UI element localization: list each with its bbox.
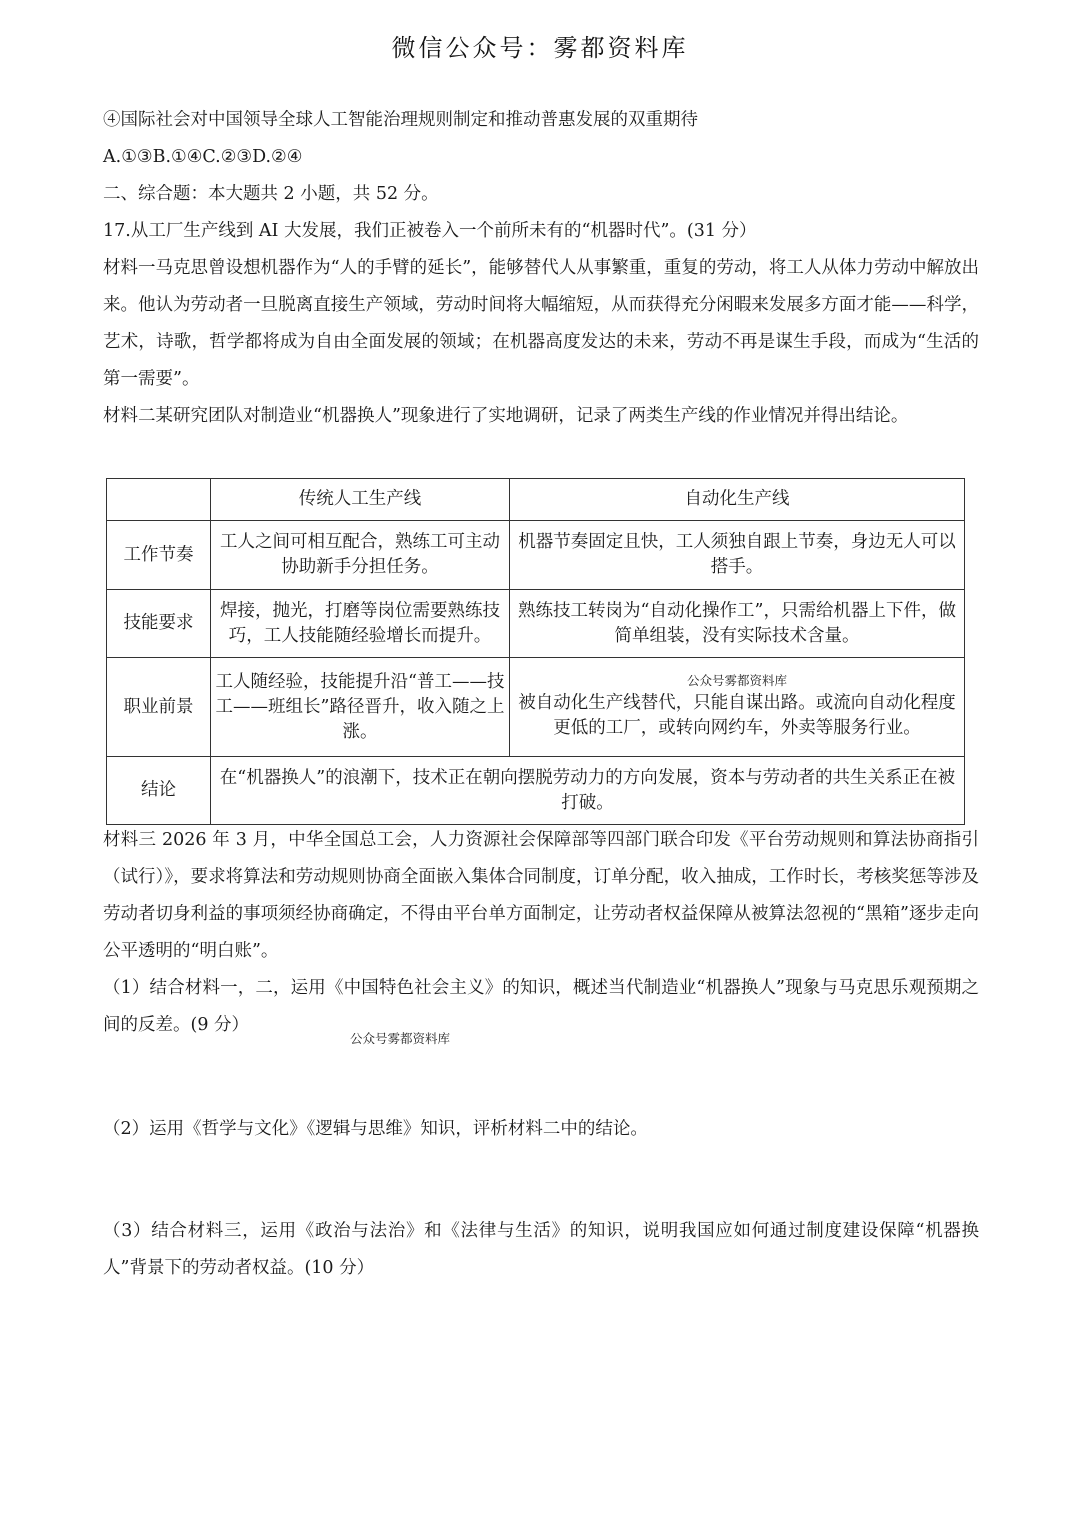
table-cell-automated bbox=[510, 658, 965, 757]
table-header-traditional: 传统人工生产线 bbox=[211, 479, 510, 521]
table-row bbox=[107, 658, 965, 757]
table-conclusion-row bbox=[107, 757, 965, 825]
table-header-automated: 自动化生产线 bbox=[510, 479, 965, 521]
table-header-row bbox=[107, 479, 965, 521]
inline-watermark: 公众号雾都资料库 bbox=[350, 1031, 451, 1046]
section-heading: 二、综合题：本大题共 2 小题，共 52 分。 bbox=[103, 184, 439, 204]
subquestion-3: （3）结合材料三，运用《政治与法治》和《法律与生活》的知识，说明我国应如何通过制度建设保障“机器换人”背景下的劳动者权益。(10 分） bbox=[103, 1221, 979, 1278]
material1-paragraph: 材料一马克思曾设想机器作为“人的手臂的延长”，能够替代人从事繁重，重复的劳动，将工人从体力劳动中解放出来。他认为劳动者一旦脱离直接生产领域，劳动时间将大幅缩短，从而获得充分闲暇来发展多方面才能——科学，艺术，诗歌，哲学都将成为自由全面发展的领域；在机器高度发达的未来，劳动不再是谋生手段，而成为“生活的第一需要”。 bbox=[103, 258, 979, 389]
table-row-label: 工作节奏 bbox=[107, 521, 211, 590]
material2-paragraph: 材料二某研究团队对制造业“机器换人”现象进行了实地调研，记录了两类生产线的作业情况并得出结论。 bbox=[103, 406, 909, 426]
table-cell-automated: 熟练技工转岗为“自动化操作工”，只需给机器上下件，做简单组装，没有实际技术含量。 bbox=[510, 590, 965, 658]
table-conclusion-label: 结论 bbox=[107, 757, 211, 825]
question17-stem: 17.从工厂生产线到 AI 大发展，我们正被卷入一个前所未有的“机器时代”。(31 分） bbox=[103, 221, 757, 241]
table-cell-traditional: 焊接，抛光，打磨等岗位需要熟练技巧，工人技能随经验增长而提升。 bbox=[211, 590, 510, 658]
table-row-label: 职业前景 bbox=[107, 658, 211, 757]
table-cell-automated: 机器节奏固定且快，工人须独自跟上节奏，身边无人可以搭手。 bbox=[510, 521, 965, 590]
comparison-table bbox=[106, 478, 965, 825]
table-cell-traditional: 工人之间可相互配合，熟练工可主动协助新手分担任务。 bbox=[211, 521, 510, 590]
table-row bbox=[107, 590, 965, 658]
table-conclusion-text: 在“机器换人”的浪潮下，技术正在朝向摆脱劳动力的方向发展，资本与劳动者的共生关系正在被打破。 bbox=[211, 757, 965, 825]
table-row-label: 技能要求 bbox=[107, 590, 211, 658]
question16-option4: ④国际社会对中国领导全球人工智能治理规则制定和推动普惠发展的双重期待 bbox=[103, 110, 698, 130]
table-cell-traditional: 工人随经验，技能提升沿“普工——技工——班组长”路径晋升，收入随之上涨。 bbox=[211, 658, 510, 757]
question16-choices: A.①③B.①④C.②③D.②④ bbox=[103, 147, 303, 167]
subquestion-2: （2）运用《哲学与文化》《逻辑与思维》知识，评析材料二中的结论。 bbox=[103, 1119, 648, 1139]
page-header-watermark: 微信公众号：雾都资料库 bbox=[391, 34, 689, 62]
material3-paragraph: 材料三 2026 年 3 月，中华全国总工会，人力资源社会保障部等四部门联合印发《平台劳动规则和算法协商指引（试行）》，要求将算法和劳动规则协商全面嵌入集体合同制度，订单分配，收入抽成，工作时长，考核奖惩等涉及劳动者切身利益的事项须经协商确定，不得由平台单方面制定，让劳动者权益保障从被算法忽视的“黑箱”逐步走向公平透明的“明白账”。 bbox=[103, 830, 979, 961]
table-cell-automated-text: 被自动化生产线替代，只能自谋出路。或流向自动化程度更低的工厂，或转向网约车，外卖等服务行业。 bbox=[518, 693, 956, 738]
cell-watermark: 公众号雾都资料库 bbox=[686, 673, 787, 688]
table-corner-cell bbox=[107, 479, 211, 521]
subquestion-1: （1）结合材料一，二，运用《中国特色社会主义》的知识，概述当代制造业“机器换人”现象与马克思乐观预期之间的反差。(9 分） bbox=[103, 978, 979, 1035]
table-row bbox=[107, 521, 965, 590]
